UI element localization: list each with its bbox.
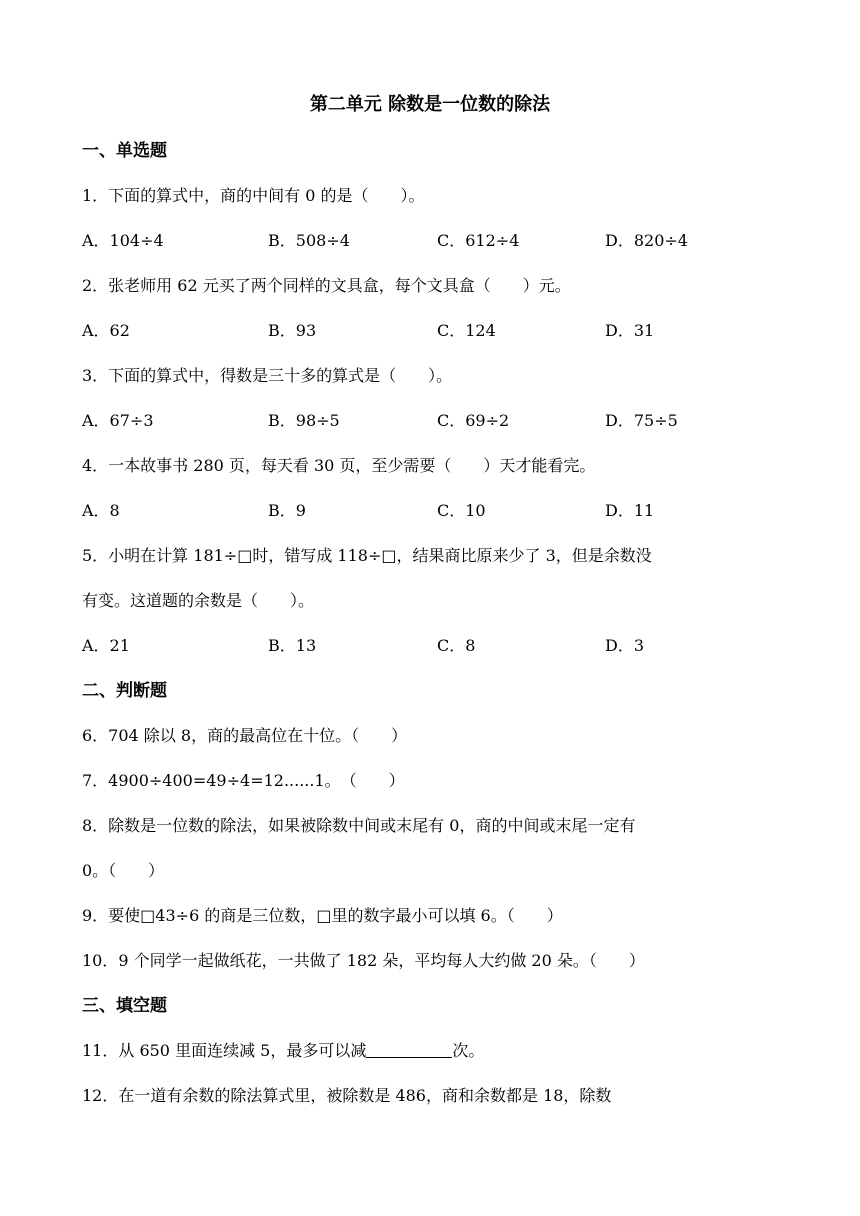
section-heading-fill-in: 三、填空题 [82, 996, 167, 1016]
question-1-options [82, 228, 782, 254]
option-b: B．9 [268, 501, 306, 520]
section-heading-single-choice: 一、单选题 [82, 141, 167, 161]
question-3-options [82, 408, 782, 434]
option-a: A．21 [82, 636, 130, 655]
question-5-options [82, 633, 782, 659]
question-12: 12．在一道有余数的除法算式里，被除数是 486，商和余数都是 18，除数 [82, 1086, 612, 1105]
question-5-line-1: 5．小明在计算 181÷□时，错写成 118÷□，结果商比原来少了 3，但是余数没 [82, 546, 652, 565]
option-a: A．104÷4 [82, 231, 164, 250]
option-d: D．75÷5 [605, 411, 678, 430]
question-11-text-after: 次。 [452, 1041, 485, 1060]
option-b: B．93 [268, 321, 317, 340]
option-a: A．8 [82, 501, 120, 520]
question-1: 1．下面的算式中，商的中间有 0 的是（ ）。 [82, 186, 425, 205]
question-8-line-2: 0。（ ） [82, 861, 165, 880]
question-4-options [82, 498, 782, 524]
option-b: B．98÷5 [268, 411, 340, 430]
question-3: 3．下面的算式中，得数是三十多的算式是（ ）。 [82, 366, 453, 385]
question-4: 4．一本故事书 280 页，每天看 30 页，至少需要（ ）天才能看完。 [82, 456, 596, 475]
option-c: C．10 [437, 501, 486, 520]
question-6: 6．704 除以 8，商的最高位在十位。（ ） [82, 726, 408, 745]
question-11-text-before: 11．从 650 里面连续减 5，最多可以减 [82, 1041, 367, 1060]
question-8-line-1: 8．除数是一位数的除法，如果被除数中间或末尾有 0，商的中间或末尾一定有 [82, 816, 636, 835]
option-d: D．3 [605, 636, 645, 655]
option-b: B．508÷4 [268, 231, 350, 250]
option-d: D．820÷4 [605, 231, 688, 250]
question-9: 9．要使□43÷6 的商是三位数，□里的数字最小可以填 6。（ ） [82, 906, 563, 925]
option-a: A．67÷3 [82, 411, 154, 430]
option-a: A．62 [82, 321, 130, 340]
option-c: C．69÷2 [437, 411, 510, 430]
option-d: D．31 [605, 321, 655, 340]
question-2: 2．张老师用 62 元买了两个同样的文具盒，每个文具盒（ ）元。 [82, 276, 571, 295]
question-7: 7．4900÷400=49÷4=12......1。 （ ） [82, 771, 405, 790]
option-b: B．13 [268, 636, 317, 655]
option-d: D．11 [605, 501, 655, 520]
page-title: 第二单元 除数是一位数的除法 [309, 94, 551, 115]
question-10: 10．9 个同学一起做纸花，一共做了 182 朵，平均每人大约做 20 朵。（ ） [82, 951, 645, 970]
answer-blank[interactable] [366, 1039, 452, 1058]
question-11 [82, 1038, 782, 1064]
question-2-options [82, 318, 782, 344]
option-c: C．124 [437, 321, 496, 340]
section-heading-true-false: 二、判断题 [82, 681, 167, 701]
question-5-line-2: 有变。这道题的余数是（ ）。 [82, 591, 315, 610]
option-c: C．8 [437, 636, 476, 655]
option-c: C．612÷4 [437, 231, 520, 250]
